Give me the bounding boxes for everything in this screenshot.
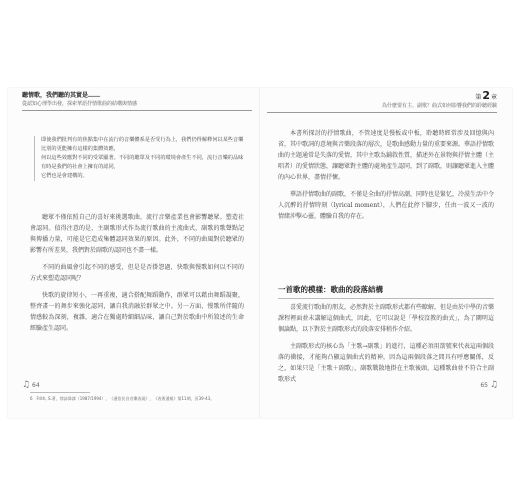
left-body-text [30,212,244,340]
quote-line: 何以這些效應對不同的受眾顯著。不同的聽眾及不同的環境會產生不同，流行音樂的品味有時是我們的社會上擁有的認同， [41,155,244,170]
quote-line: 它們也是會建構的。 [41,173,88,179]
chapter-suffix: 章 [490,94,497,101]
paragraph: 主副歌形式的核心為「主歌→副歌」的進行，這種必須用箭號來代表這兩個段落的衝接，才能夠凸顯這個曲式的精神，因為這兩個段落之間具有呼應關係，反之，如果只是「主歌＋副歌」，副歌戰散地掛在主歌後頭，這種歌曲並不符合主副歌形式 [278,343,494,383]
footnote: 6 Frith, S.著，徐詠偉譯（1987/1994），《通俗民音音樂表現》，《表術通報》第11期，頁39-43。 [30,396,215,401]
quote-block [34,136,246,181]
page-number-right: 65 [480,382,488,389]
left-folio [22,380,40,390]
section-title: 一首歌的模樣：歌曲的段落結構 [278,285,383,294]
header-rule [22,110,252,111]
right-running-header [267,89,497,113]
paragraph: 華語抒情歌曲的副歌，不僅是全曲的抒情高潮，同時也是緊忆，冷漠生活中令人沉醉的抒情時刻（lyrical moment），人們在此停下腳步，任由一波又一波的情緒沖擊心靈，體驗自我的存在。 [278,191,495,220]
right-page [264,88,509,418]
music-note-icon: ♫ [489,380,498,390]
footnote-rule [30,392,90,393]
right-folio [480,380,498,390]
chapter-number: 2 [482,89,490,102]
paragraph: 聽眾不僅依照自己的喜好來挑選歌曲，流行音樂產業也會影響聽眾。塑造社會認同。值得注意的是，主副歌形式作為流行歌曲的主流曲式，副歌的歌聲點記與傳播力量，可能是它造成集體認同效果的原因。此外，不同的曲風對於聽眾的影響有所差異，我們對於副歌的認同也不盡一樣。 [30,214,244,254]
section-heading [278,284,494,299]
chapter-title: 為什麼要有主、副歌？曲式如何影響我們的聆聽經驗 [381,103,497,109]
section-rule [278,298,494,299]
page-number-left: 64 [32,382,40,389]
book-title: 聽情歌，我們聽的其實是…… [22,92,101,99]
right-body-text [278,128,494,228]
chapter-label [267,89,497,102]
left-page [10,88,255,418]
quote-line: 即使我們批判有的焦點集中在流行的音樂體系是否受行為上，我們仍得解釋何以某些音樂比別的更能擁有這樣的集體效應， [41,137,244,152]
paragraph: 不同的曲風會引起不同的感受，但是是否掛怨過，快歌與慢歌如何以不同的方式來塑造認同呢？ [30,264,244,282]
book-gutter [259,88,260,418]
left-running-header [22,92,252,111]
right-body-text-2 [278,302,494,391]
paragraph: 快歌的旋律短小，一再重複，適合搭配舞蹈動作，群眾可以藉由舞蹈凝聚，整齊畫一的舞步來強化認同，讓自我消融於群眾之中。另一方面，慢歌所伴隨的情感較為深刻，複雜，適合在獨處時細細品味，讓自己對於歌曲中所敘述的生命經驗產生認同。 [30,292,244,332]
music-note-icon: ♫ [22,380,31,390]
header-rule [267,112,497,113]
paragraph: 本書所探討的抒情歌曲，不管速度是慢板或中板，聆聽時經常涉及回憶與內省，其中歌詞的意境與音樂段落的層次，是歌曲感動力量的重要來源。華語抒情歌曲的主題通常是失落的愛情，其中主歌為鋪敘性質，描述外在景物與抒情主體（主唱者）的愛情狀態，讓聽眾對主體的處境產生認同，到了副歌，則讓聽眾進入主體的內心世界，盡情抒懷。 [278,130,495,181]
paragraph: 喜愛流行歌曲的朋友，必然對於主副歌形式都有些瞭解，但是由於中學的音樂課程裡面並未講解這個曲式，因此，它可以說是「學校沒教的曲式」，為了闡明這個論點，以下對於主副歌形式的段落安排稍作介紹。 [278,304,495,333]
chapter-prefix: 第 [475,94,482,101]
book-subtitle: 從認知心理學出發，探索華語抒情歌曲的結構與情感 [22,101,138,107]
